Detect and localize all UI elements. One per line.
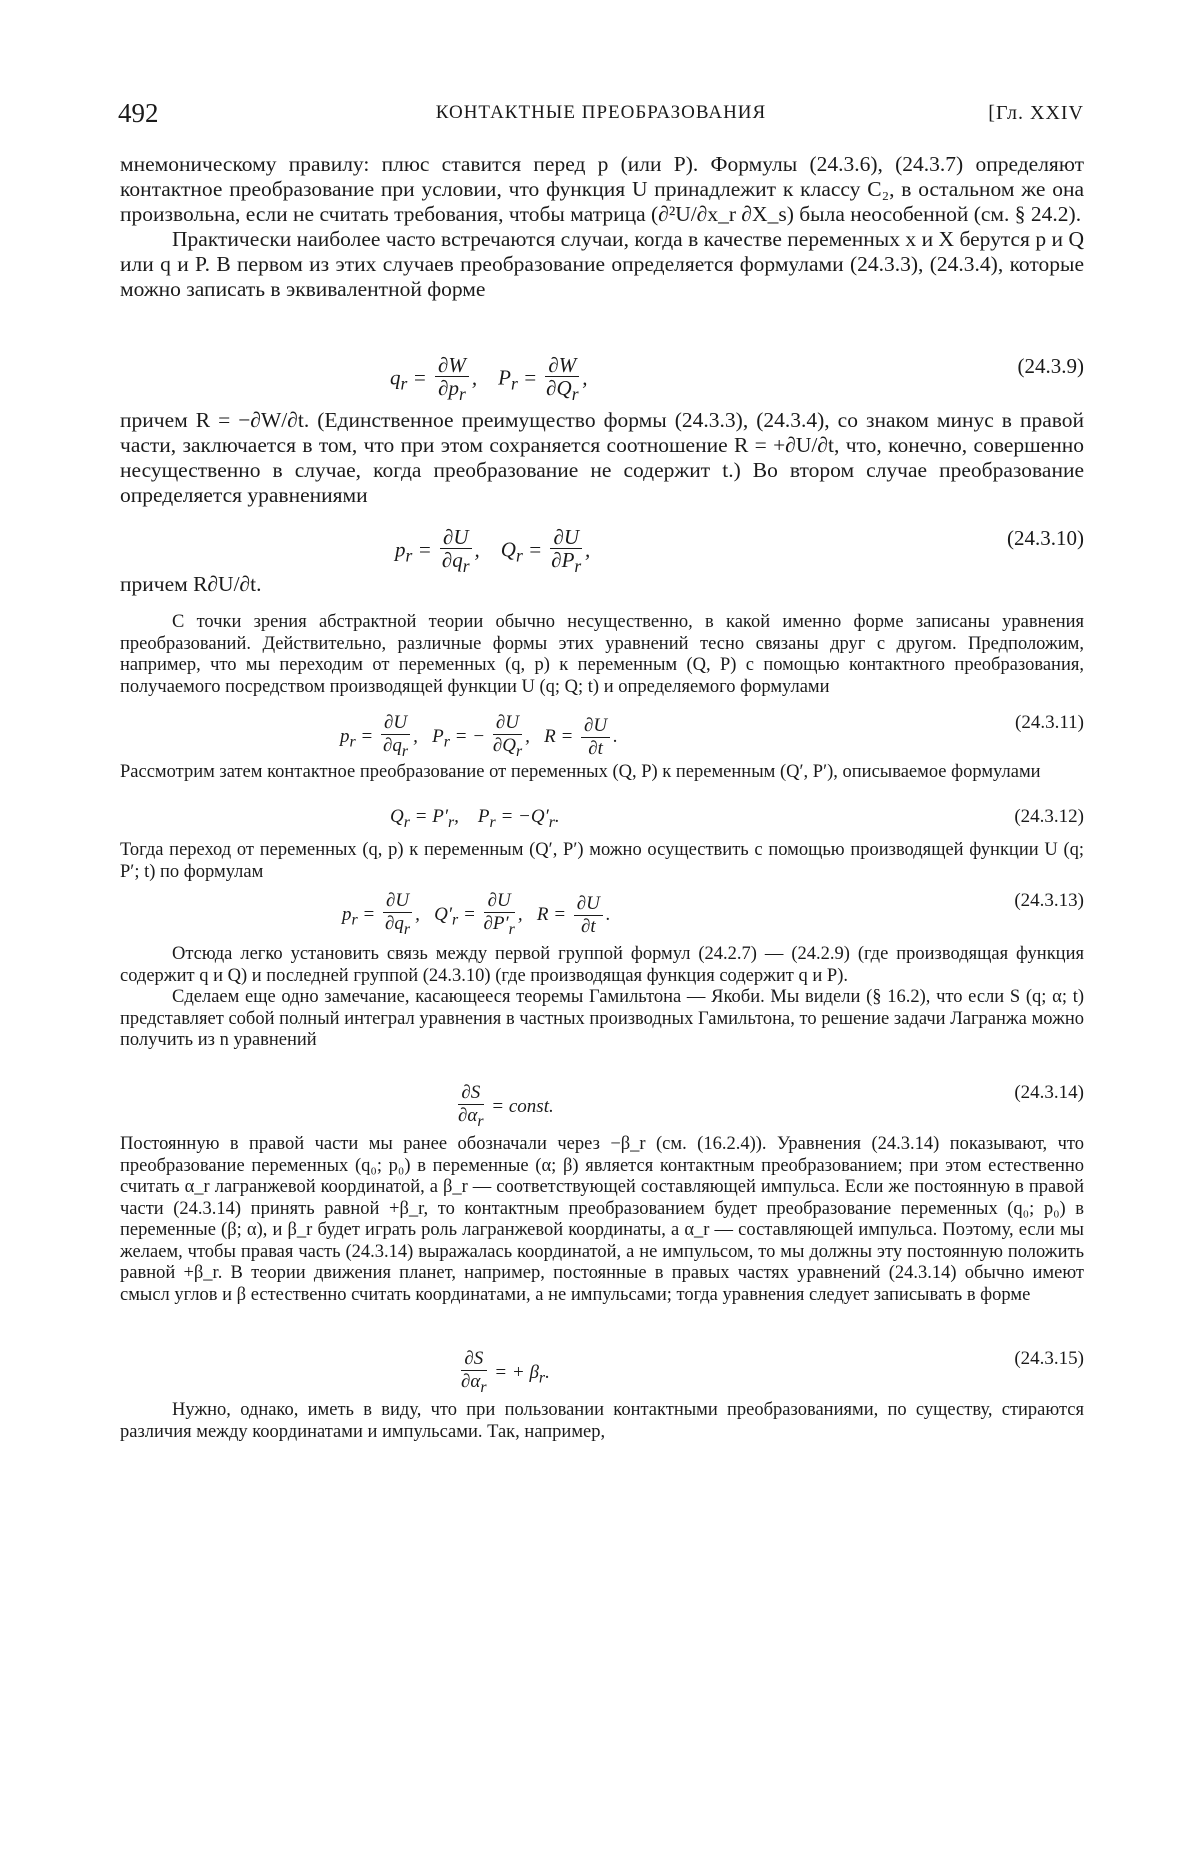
- small-text-block-5: [120, 1134, 1084, 1306]
- main-text-block-1: [120, 152, 1084, 302]
- page-number: 492: [118, 98, 159, 128]
- equation-24-3-13: [120, 890, 1084, 938]
- equation-formula: $p_r$ = $\frac{\partial U}{\partial q_r}$ , $Q'_r$ = $\frac{\partial U}{\partial P'_r}$ , R = $\frac{\partial U}{\partial t}$ .: [342, 890, 611, 938]
- equation-formula: $p_r$ = $\frac{\partial U}{\partial q_r}$ , $Q_r$ = $\frac{\partial U}{\partial P_r}$ ,: [395, 525, 591, 577]
- paragraph-4: причем R∂U/∂t.: [120, 572, 262, 596]
- equation-24-3-14: [120, 1082, 1084, 1130]
- equation-rhs: = const.: [491, 1095, 554, 1117]
- equation-number: (24.3.14): [1014, 1082, 1084, 1103]
- main-text-block-3: [120, 572, 1084, 597]
- small-paragraph-2: Рассмотрим затем контактное преобразование от переменных (Q, P) к переменным (Q′, P′), описываемое формулами: [120, 762, 1041, 782]
- paragraph-2: Практически наиболее часто встречаются случаи, когда в качестве переменных x и X берутся p и Q или q и P. В первом из этих случаев преобразование определяется формулами (24.3.3), (24.3.4), которые можно записать в эквивалентной форме: [120, 227, 1084, 301]
- equation-formula: $\frac{\partial S}{\partial\alpha_r}$ = + $\beta_r$.: [461, 1348, 550, 1396]
- equation-formula: $\frac{\partial S}{\partial\alpha_r}$ = const.: [458, 1082, 554, 1130]
- small-text-block-2: [120, 762, 1084, 784]
- equation-number: (24.3.10): [1007, 526, 1084, 550]
- small-paragraph-7: Нужно, однако, иметь в виду, что при пользовании контактными преобразованиями, по существу, стираются различия между координатами и импульсами. Так, например,: [120, 1400, 1084, 1442]
- equation-formula: $q_r$ = $\frac{\partial W}{\partial p_r}$ , $P_r$ = $\frac{\partial W}{\partial Q_r}$ ,: [390, 353, 588, 405]
- equation-24-3-9: [120, 353, 1084, 405]
- equation-number: (24.3.15): [1014, 1348, 1084, 1369]
- page-header: [118, 98, 1084, 132]
- chapter-label: [Гл. XXIV: [988, 102, 1084, 124]
- small-text-block-4: [120, 944, 1084, 1052]
- equation-24-3-15: [120, 1348, 1084, 1396]
- running-title: КОНТАКТНЫЕ ПРЕОБРАЗОВАНИЯ: [435, 102, 767, 123]
- equation-number: (24.3.11): [1015, 712, 1084, 733]
- equation-formula: $p_r$ = $\frac{\partial U}{\partial q_r}$ , $P_r$ = − $\frac{\partial U}{\partial Q_r}$ , R = $\frac{\partial U}{\partial t}$ .: [340, 712, 618, 760]
- paragraph-3: причем R = −∂W/∂t. (Единственное преимущество формы (24.3.3), (24.3.4), со знаком минус в правой части, заключается в том, что при этом сохраняется соотношение R = +∂U/∂t, что, конечно, совершенно несущественно в случае, когда преобразование не содержит t.) Во втором случае преобразование определяется уравнениями: [120, 408, 1084, 507]
- equation-number: (24.3.12): [1014, 806, 1084, 827]
- small-text-block-6: [120, 1400, 1084, 1443]
- paragraph-1: мнемоническому правилу: плюс ставится перед p (или P). Формулы (24.3.6), (24.3.7) определяют контактное преобразование при условии, что функция U принадлежит к классу C₂, в остальном же она произвольна, если не считать требования, чтобы матрица (∂²U/∂x_r ∂X_s) была неособенной (см. § 24.2).: [120, 152, 1084, 226]
- small-paragraph-1: С точки зрения абстрактной теории обычно несущественно, в какой именно форме записаны уравнения преобразований. Действительно, различные формы этих уравнений тесно связаны друг с другом. Предположим, например, что мы переходим от переменных (q, p) к переменным (Q, P) с помощью контактного преобразования, получаемого посредством производящей функции U (q; Q; t) и определяемого формулами: [120, 612, 1084, 697]
- equation-number: (24.3.13): [1014, 890, 1084, 911]
- small-paragraph-3: Тогда переход от переменных (q, p) к переменным (Q′, P′) можно осуществить с помощью производящей функции U (q; P′; t) по формулам: [120, 840, 1084, 882]
- main-text-block-2: [120, 408, 1084, 508]
- small-paragraph-4: Отсюда легко установить связь между первой группой формул (24.2.7) — (24.2.9) (где производящая функция содержит q и Q) и последней группой (24.3.10) (где производящая функция содержит q и P).: [120, 944, 1084, 986]
- small-text-block-1: [120, 612, 1084, 698]
- small-text-block-3: [120, 840, 1084, 883]
- equation-24-3-10: [120, 525, 1084, 577]
- equation-formula: $Q_r = P'_r$, $P_r = -Q'_r$.: [390, 806, 560, 831]
- equation-24-3-11: [120, 712, 1084, 760]
- small-paragraph-6: Постоянную в правой части мы ранее обозначали через −β_r (см. (16.2.4)). Уравнения (24.3.14) показывают, что преобразование переменных (q₀; p₀) в переменные (α; β) является контактным преобразованием; при этом естественно считать α_r лагранжевой координатой, а β_r — соответствующей составляющей импульса. Если же постоянную в правой части (24.3.14) принять равной +β_r, то контактным преобразованием будет преобразование переменных (q₀; p₀) в переменные (β; α), и β_r будет играть роль лагранжевой координаты, а α_r — составляющей импульса. Поэтому, если мы желаем, чтобы правая часть (24.3.14) выражалась координатой, а не импульсом, то мы должны эту постоянную положить равной +β_r. В теории движения планет, например, постоянные в правых частях уравнений (24.3.14) обычно имеют смысл углов и β естественно считать координатами, а не импульсами; тогда уравнения следует записывать в форме: [120, 1134, 1084, 1305]
- equation-number: (24.3.9): [1017, 354, 1084, 378]
- small-paragraph-5: Сделаем еще одно замечание, касающееся теоремы Гамильтона — Якоби. Мы видели (§ 16.2), что если S (q; α; t) представляет собой полный интеграл уравнения в частных производных Гамильтона, то решение задачи Лагранжа можно получить из n уравнений: [120, 987, 1084, 1050]
